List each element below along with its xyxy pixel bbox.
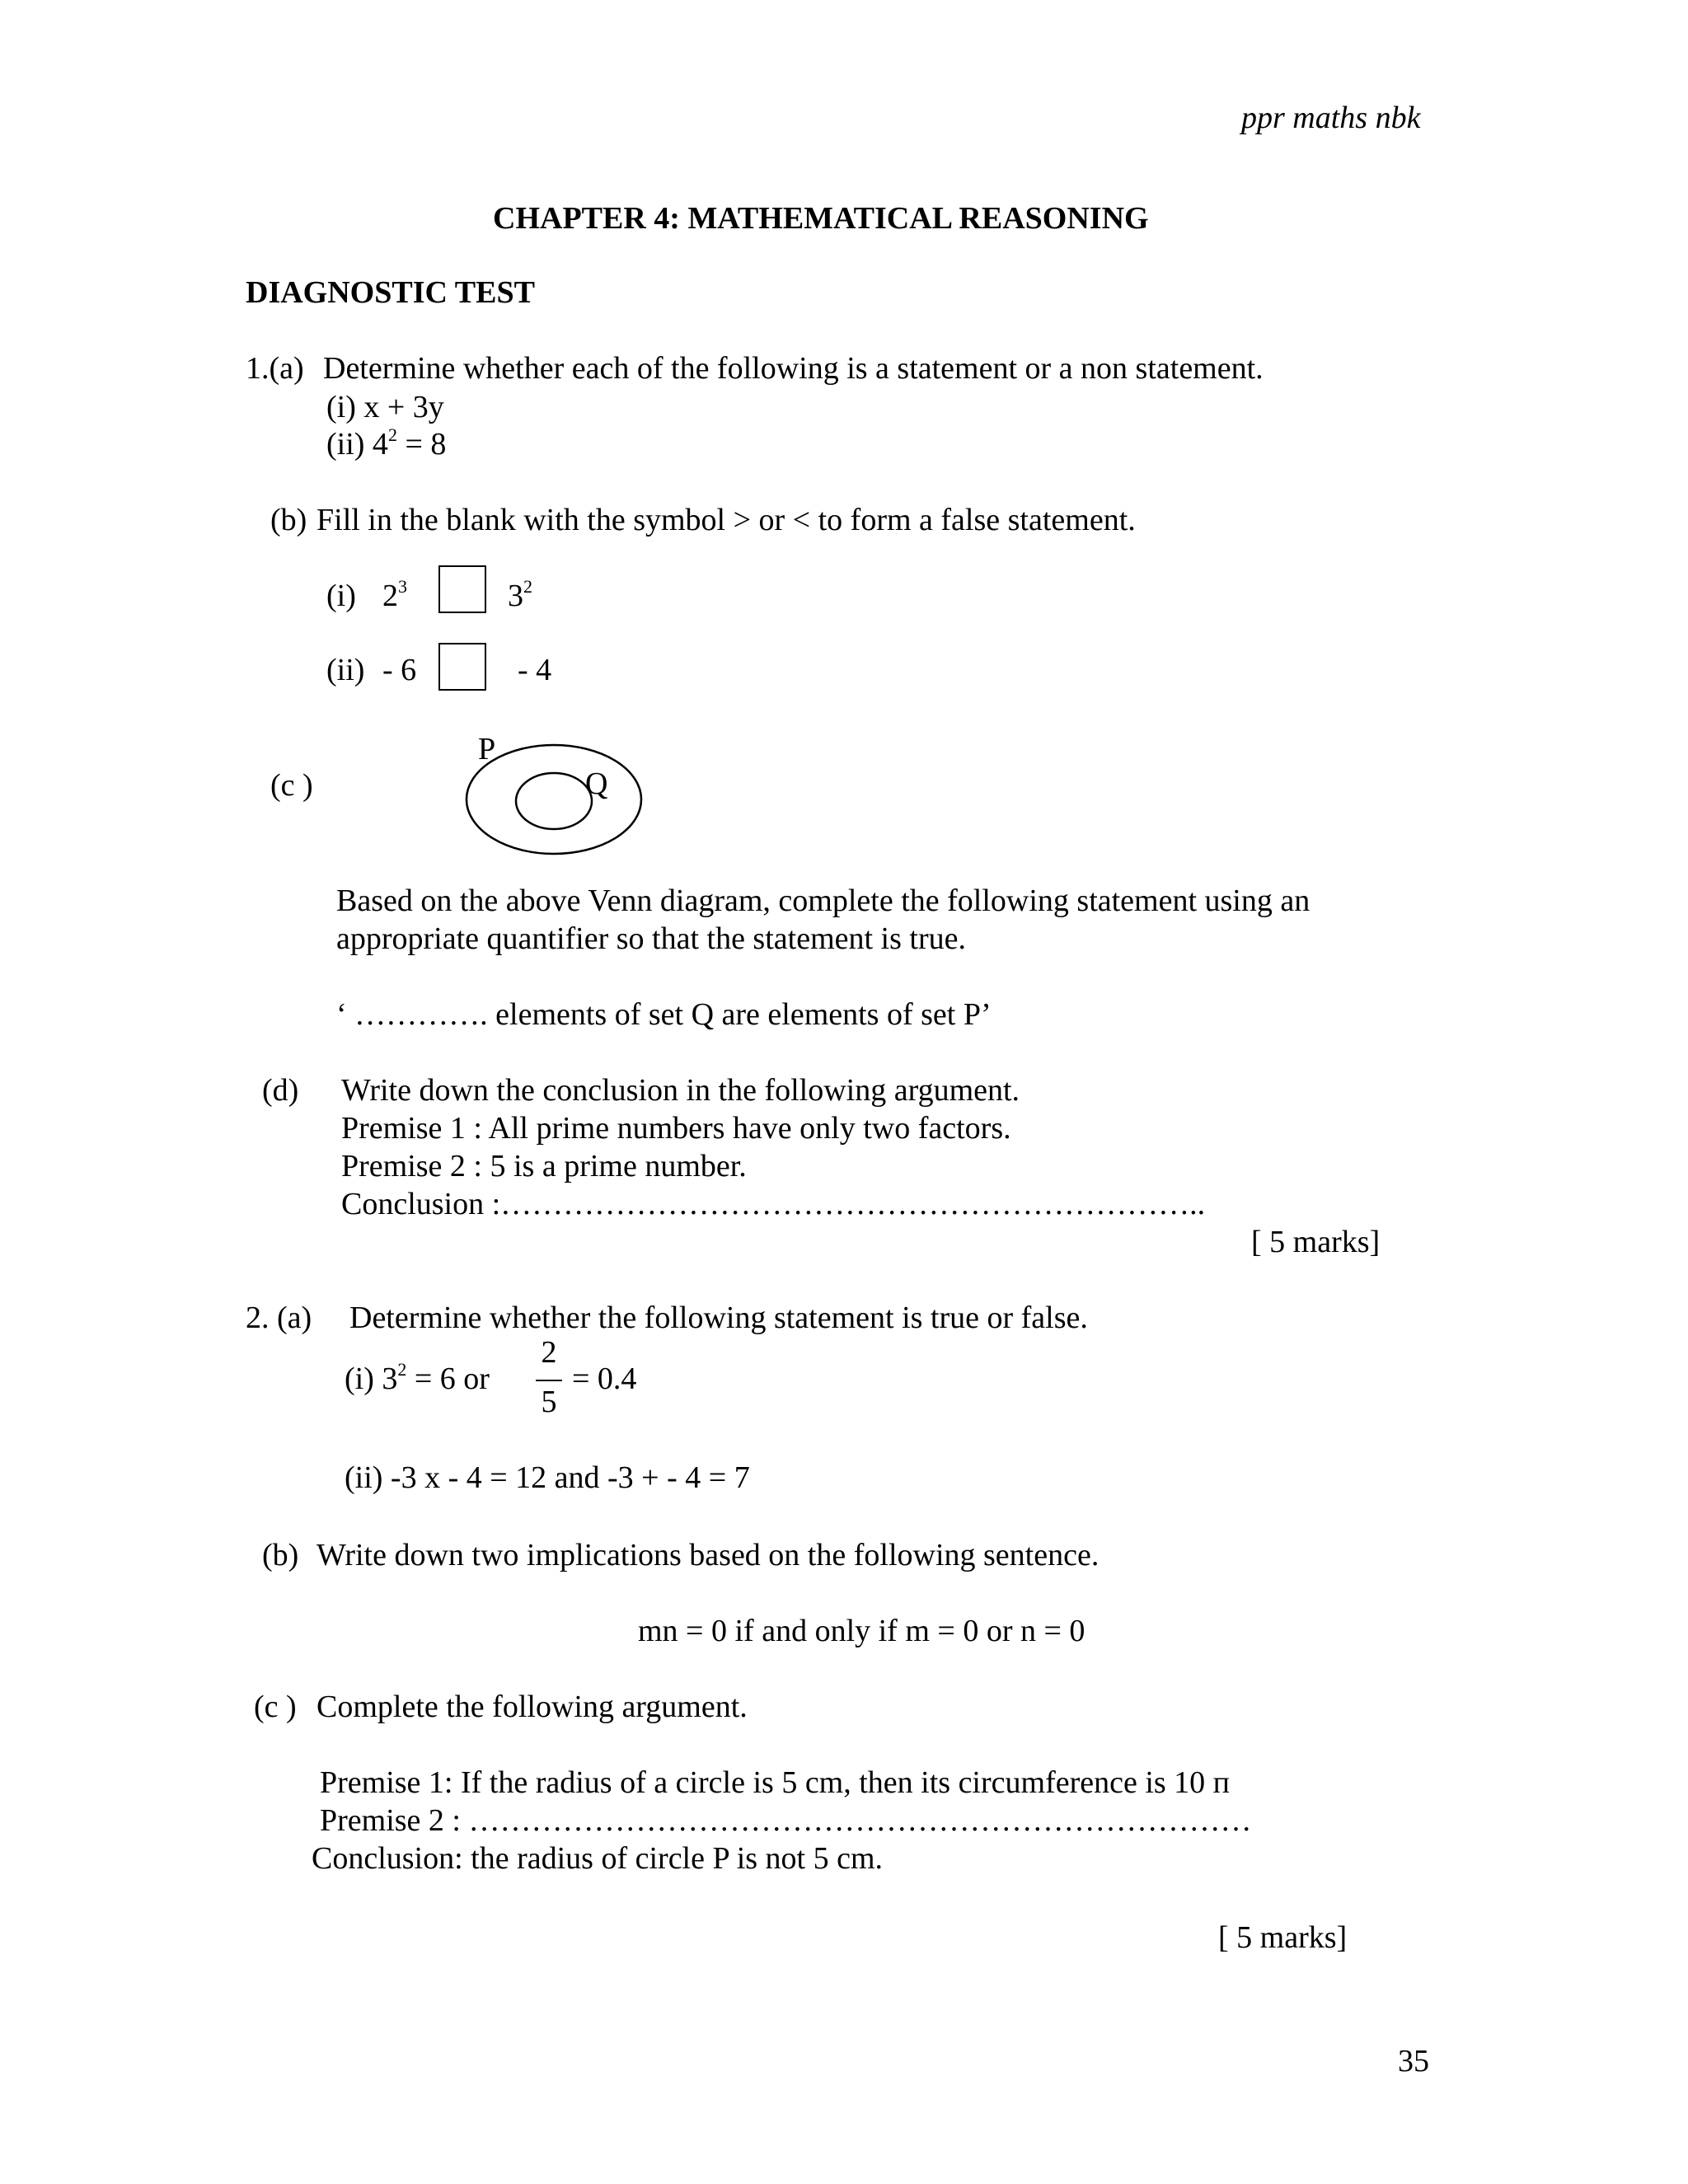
fraction-bar: [536, 1380, 562, 1381]
q1b-ii-right: - 4: [518, 653, 552, 687]
q2-marks: [ 5 marks]: [1218, 1920, 1348, 1955]
fraction-numerator: 2: [541, 1335, 557, 1370]
q2c-label: (c ): [254, 1690, 297, 1724]
fraction-denominator: 5: [541, 1385, 557, 1419]
q1b-ii-label: (ii): [326, 653, 365, 687]
q2c-conclusion: Conclusion: the radius of circle P is not 5 cm.: [312, 1841, 884, 1876]
q1d-premise2: Premise 2 : 5 is a prime number.: [341, 1149, 747, 1183]
q1a-item-ii: (ii) $4^2 = 8$: [326, 424, 447, 462]
q1d-conclusion: Conclusion :…………………………………………………………..: [341, 1187, 1206, 1221]
q2a-item-ii: (ii) -3 x - 4 = 12 and -3 + - 4 = 7: [345, 1460, 750, 1495]
q1b-i-left: $2^3$: [382, 576, 407, 613]
q2b-sentence: mn = 0 if and only if m = 0 or n = 0: [638, 1614, 1085, 1648]
set-q-ellipse: [516, 773, 592, 829]
chapter-title: CHAPTER 4: MATHEMATICAL REASONING: [493, 201, 1149, 236]
q1b-label: (b): [270, 503, 307, 537]
q1d-label: (d): [262, 1073, 299, 1108]
q2a-item-i: (i) $3^2 = 6$ or: [345, 1359, 490, 1396]
q1a-label: 1.(a): [246, 351, 304, 386]
q1a-item-i: (i) x + 3y: [326, 390, 444, 424]
q1c-text-line2: appropriate quantifier so that the statement is true.: [336, 921, 966, 956]
answer-box-ii[interactable]: [438, 643, 486, 691]
q2a-label: 2. (a): [246, 1301, 312, 1335]
q1c-statement: ‘ …………. elements of set Q are elements of set P’: [336, 997, 992, 1032]
q2a-item-i-result: = 0.4: [572, 1361, 637, 1396]
q1c-text-line1: Based on the above Venn diagram, complete the following statement using an: [336, 883, 1311, 918]
q2a-text: Determine whether the following statement is true or false.: [349, 1301, 1088, 1335]
q1c-label: (c ): [270, 768, 313, 803]
q1b-i-right: $3^2$: [508, 576, 532, 613]
q1b-i-label: (i): [326, 579, 356, 613]
q1-marks: [ 5 marks]: [1251, 1225, 1381, 1259]
q2c-text: Complete the following argument.: [316, 1690, 748, 1724]
set-p-label: P: [478, 732, 496, 766]
q2b-text: Write down two implications based on the following sentence.: [316, 1538, 1100, 1572]
running-header: ppr maths nbk: [1241, 101, 1421, 135]
q2c-premise1: Premise 1: If the radius of a circle is 5 cm, then its circumference is 10 п: [320, 1765, 1231, 1800]
section-title: DIAGNOSTIC TEST: [246, 275, 535, 310]
q1b-ii-left: - 6: [382, 653, 417, 687]
answer-box-i[interactable]: [438, 565, 486, 613]
q2b-label: (b): [262, 1538, 299, 1572]
page-number: 35: [1398, 2044, 1429, 2079]
q1b-text: Fill in the blank with the symbol > or < to form a false statement.: [316, 503, 1136, 537]
q2c-premise2: Premise 2 : …………………………………………………………………: [320, 1803, 1252, 1838]
q1d-text: Write down the conclusion in the following argument.: [341, 1073, 1020, 1108]
q1a-text: Determine whether each of the following is a statement or a non statement.: [323, 351, 1264, 386]
set-q-label: Q: [585, 766, 608, 801]
q1d-premise1: Premise 1 : All prime numbers have only two factors.: [341, 1111, 1011, 1146]
